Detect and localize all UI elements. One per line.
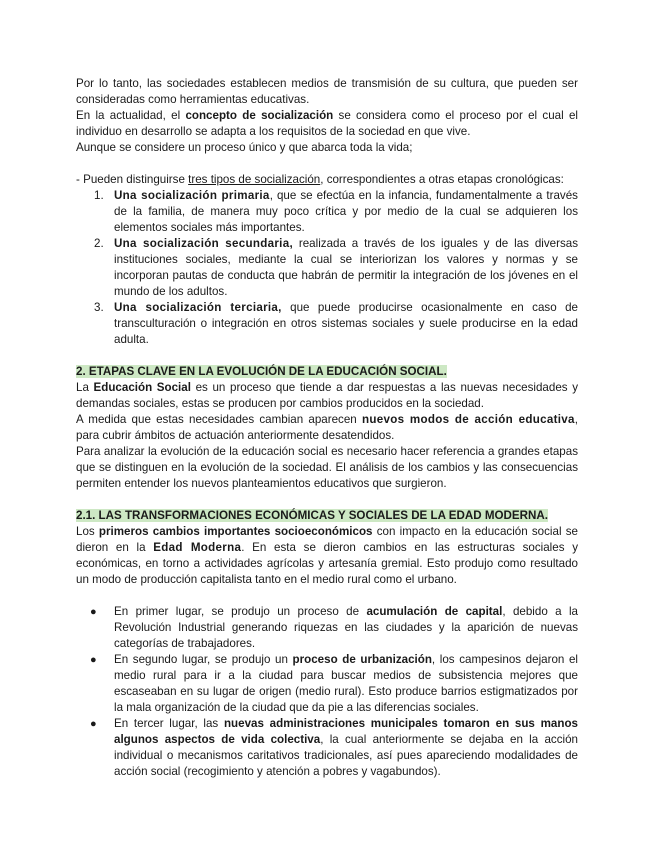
list-item: 3. Una socialización terciaria, que puede producirse ocasionalmente en caso de transculturación o integración en otros sistemas sociales y suele producirse en la edad adulta. bbox=[94, 301, 578, 346]
list-item: ● En segundo lugar, se produjo un proceso de urbanización, los campesinos dejaron el medio rural para ir a la ciudad para buscar medios de subsistencia mejores que escaseaban en su lugar de origen (medio rural). Esto produce barrios estigmatizados por la mala organización de la ciudad que da pie a las diferencias sociales. bbox=[90, 653, 578, 714]
list-item: 2. Una socialización secundaria, realizada a través de los iguales y de las diversas instituciones sociales, mediante la cual se interiorizan los valores y normas y se incorporan pautas de conducta que habrán de permitir la integración de los jóvenes en el mundo de los adultos. bbox=[94, 237, 579, 298]
concept-socializacion: concepto de socialización bbox=[185, 109, 334, 122]
section-2-1-heading: 2.1. LAS TRANSFORMACIONES ECONÓMICAS Y SOCIALES DE LA EDAD MODERNA. bbox=[76, 509, 548, 522]
list-item: ● En tercer lugar, las nuevas administraciones municipales tomaron en sus manos algunos aspectos de vida colectiva, la cual anteriormente se dejaba en la acción individual o mecanismos caritativos tradicionales, así pues apareciendo modalidades de acción social (recogimiento y atención a pobres y vagabundos). bbox=[90, 717, 578, 778]
list-item: 1. Una socialización primaria, que se efectúa en la infancia, fundamentalmente a través de la familia, de manera muy poco crítica y por medio de la cual se adquieren los elementos sociales más importantes. bbox=[94, 189, 578, 234]
section-2-paragraph-1: La Educación Social es un proceso que tiende a dar respuestas a las nuevas necesidades y demandas sociales, estas se producen por cambios producidos en la sociedad. bbox=[76, 381, 578, 410]
bullet-icon: ● bbox=[90, 718, 97, 730]
section-2-paragraph-3: Para analizar la evolución de la educación social es necesario hacer referencia a grandes etapas que se distinguen en la evolución de la sociedad. El análisis de los cambios y las consecuencias permiten entender los nuevos planteamientos educativos que surgieron. bbox=[76, 445, 578, 490]
intro-paragraph-3: Aunque se considere un proceso único y que abarca toda la vida; bbox=[76, 141, 413, 154]
bullet-icon: ● bbox=[90, 654, 97, 666]
list-item: ● En primer lugar, se produjo un proceso de acumulación de capital, debido a la Revolución Industrial generando riquezas en las ciudades y la aparición de nuevas categorías de trabajadores. bbox=[90, 605, 579, 650]
section-2-paragraph-2: A medida que estas necesidades cambian aparecen nuevos modos de acción educativa, para cubrir ámbitos de actuación anteriormente desatendidos. bbox=[76, 413, 578, 442]
intro-paragraph-1: Por lo tanto, las sociedades establecen medios de transmisión de su cultura, que pueden ser consideradas como herramientas educativas. bbox=[76, 77, 578, 106]
section-2-1-paragraph-1: Los primeros cambios importantes socioeconómicos con impacto en la educación social se dieron en la Edad Moderna. En esta se dieron cambios en las estructuras sociales y económicas, en torno a actividades agrícolas y artesanía gremial. Esto produjo como resultado un modo de producción capitalista tanto en el medio rural como el urbano. bbox=[76, 525, 578, 586]
document-page bbox=[76, 76, 578, 780]
intro-paragraph-2: En la actualidad, el concepto de socialización se considera como el proceso por el cual el individuo en desarrollo se adapta a los requisitos de la sociedad en que vive. bbox=[76, 109, 578, 138]
changes-bullet-list bbox=[76, 604, 578, 780]
section-2-heading: 2. ETAPAS CLAVE EN LA EVOLUCIÓN DE LA EDUCACIÓN SOCIAL. bbox=[76, 365, 447, 378]
bullet-icon: ● bbox=[90, 606, 97, 618]
socialization-types-list bbox=[76, 188, 578, 348]
types-lead: - Pueden distinguirse tres tipos de socialización, correspondientes a otras etapas cronológicas: bbox=[76, 173, 564, 186]
